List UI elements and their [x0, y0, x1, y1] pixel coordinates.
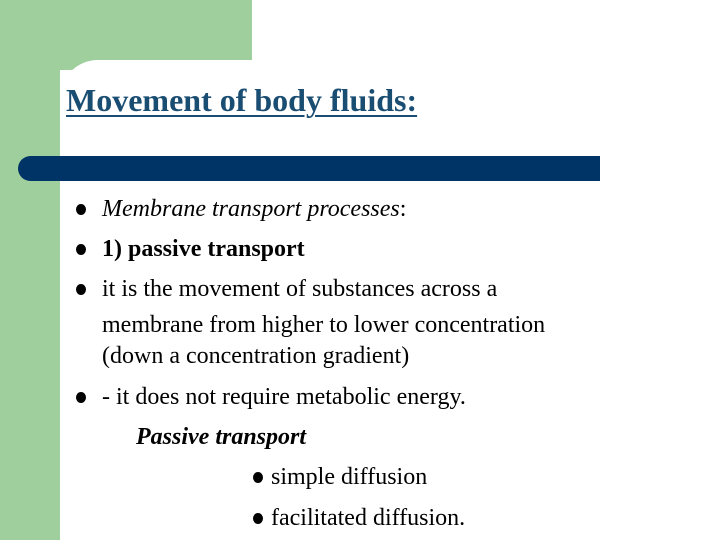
bullet-3-line-1: it is the movement of substances across a [102, 276, 498, 302]
sub-bullet-2-text: facilitated diffusion. [271, 505, 466, 531]
sub-bullet-1-text: simple diffusion [271, 464, 428, 490]
sub-bullet-facilitated-diffusion [253, 504, 465, 532]
decorative-green-sidebar [0, 0, 60, 540]
bullet-dot-icon [76, 244, 86, 255]
bullet-dot-icon [76, 204, 86, 215]
bullet-dot-icon [76, 284, 86, 295]
bullet-item-4: - it does not require metabolic energy. [102, 384, 466, 410]
slide-title: Movement of body fluids: [66, 82, 418, 118]
bullet-1-text: Membrane transport processes [102, 196, 400, 222]
bullet-dot-icon [253, 513, 263, 524]
sub-bullet-simple-diffusion [253, 463, 427, 491]
bullet-dot-icon [76, 392, 86, 403]
bullet-1-suffix: : [399, 196, 407, 222]
title-divider-bar [18, 156, 600, 181]
bullet-item-2: 1) passive transport [102, 236, 305, 262]
bullet-3-line-2: membrane from higher to lower concentration [102, 312, 546, 338]
bullet-dot-icon [253, 472, 263, 483]
subheading-passive-transport: Passive transport [136, 424, 307, 450]
bullet-3-line-3: (down a concentration gradient) [102, 343, 410, 369]
bullet-item-1 [102, 195, 406, 223]
